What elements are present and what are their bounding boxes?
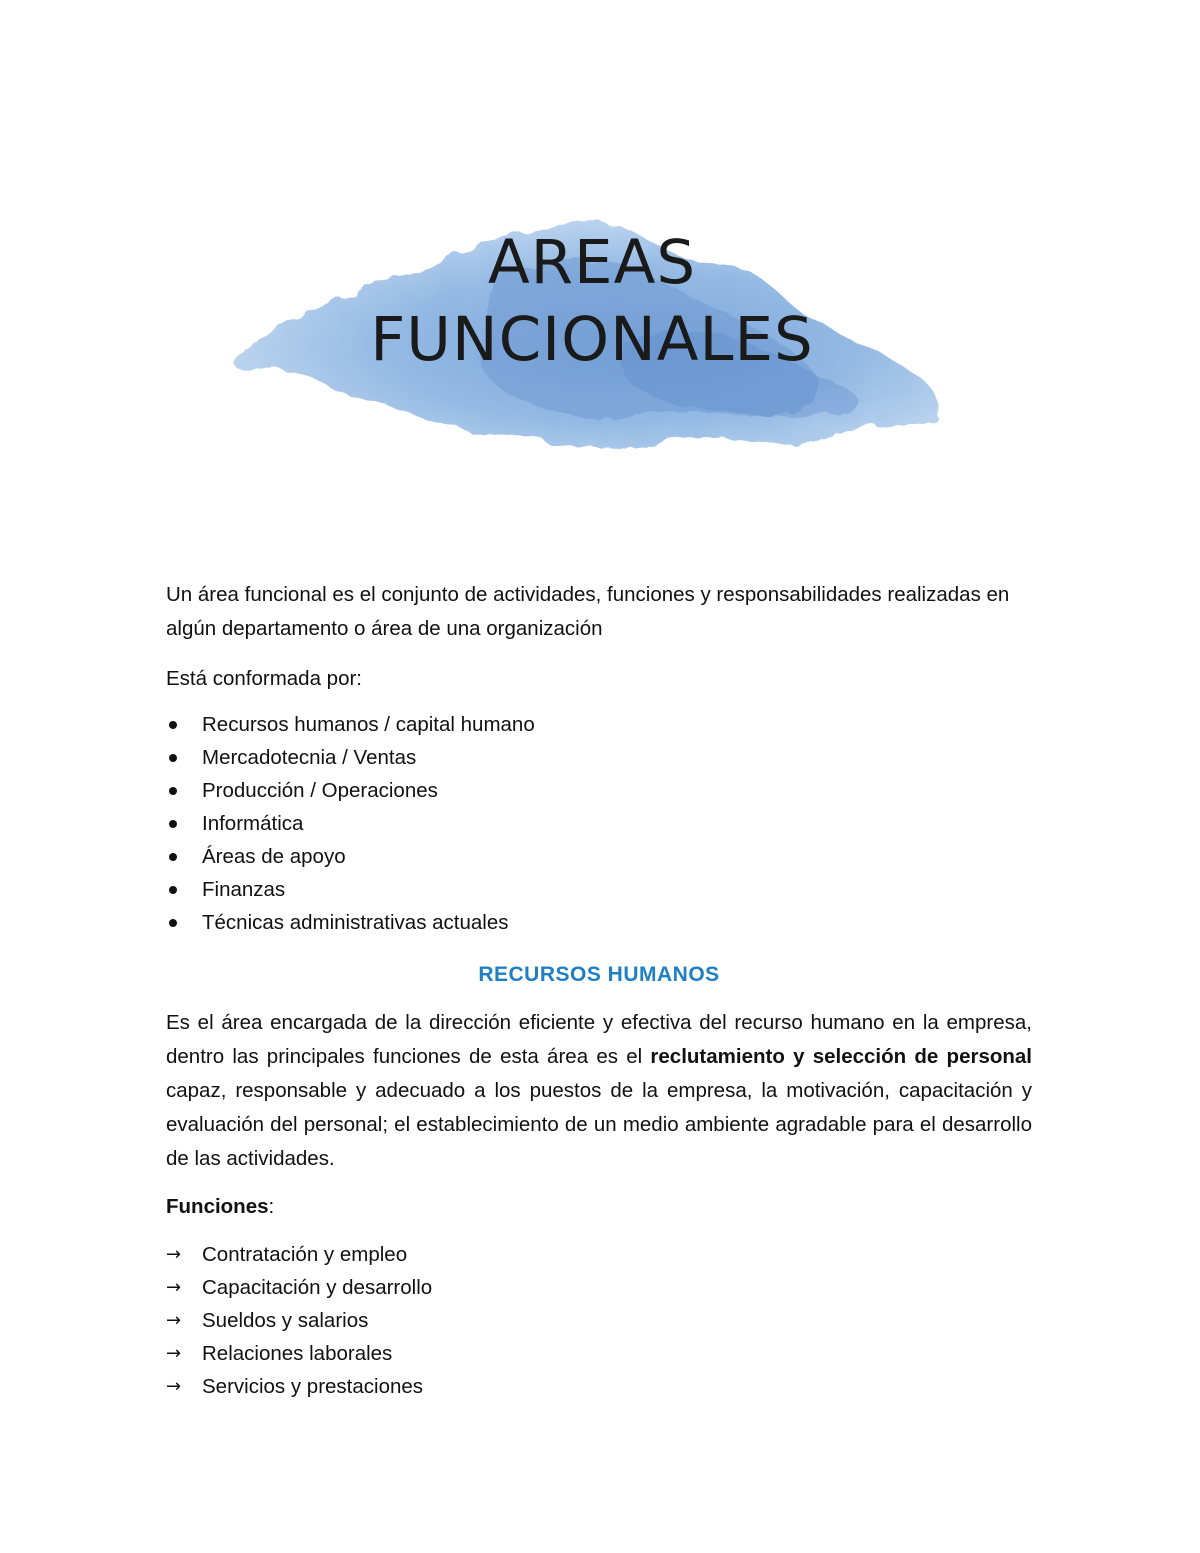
list-item-label: Áreas de apoyo xyxy=(202,845,346,868)
composition-list xyxy=(166,708,535,939)
funciones-label xyxy=(166,1190,274,1224)
list-item-label: Sueldos y salarios xyxy=(202,1309,369,1332)
list-item-label: Finanzas xyxy=(202,878,286,901)
list-item-label: Relaciones laborales xyxy=(202,1342,393,1365)
list-item xyxy=(166,741,535,774)
arrow-right-icon: → xyxy=(166,1310,182,1331)
section-heading-recursos-humanos: RECURSOS HUMANOS xyxy=(478,963,720,986)
paragraph-text-part-2: capaz, responsable y adecuado a los puestos de la empresa, la motivación, capacitación y evaluación del personal; el establecimiento de un medio ambiente agradable para el desarrollo de las actividades. xyxy=(166,1079,1032,1170)
list-item xyxy=(166,1238,432,1271)
list-item xyxy=(166,1370,432,1403)
list-item-label: Mercadotecnia / Ventas xyxy=(202,746,417,769)
arrow-right-icon: → xyxy=(166,1343,182,1364)
list-item-label: Contratación y empleo xyxy=(202,1243,408,1266)
bullet-icon xyxy=(169,919,177,927)
bullet-icon xyxy=(169,787,177,795)
funciones-label-colon: : xyxy=(268,1195,275,1218)
paragraph-text-part-1: Es el área encargada de la dirección eficiente y efectiva del recurso humano en la empresa, dentro las principales funciones de esta área es el xyxy=(166,1011,1032,1068)
list-item-label: Producción / Operaciones xyxy=(202,779,438,802)
arrow-right-icon: → xyxy=(166,1244,182,1265)
list-item xyxy=(166,873,535,906)
bullet-icon xyxy=(169,820,177,828)
title-line-1: AREAS xyxy=(487,227,697,298)
list-item-label: Técnicas administrativas actuales xyxy=(202,911,509,934)
title-line-2: FUNCIONALES xyxy=(370,304,814,375)
list-item-label: Recursos humanos / capital humano xyxy=(202,713,535,736)
list-item xyxy=(166,1304,432,1337)
paragraph-bold-text: reclutamiento y selección de personal xyxy=(650,1045,1033,1068)
list-item-label: Informática xyxy=(202,812,304,835)
funciones-label-text: Funciones xyxy=(166,1195,269,1218)
list-item-label: Capacitación y desarrollo xyxy=(202,1276,433,1299)
list-item xyxy=(166,840,535,873)
arrow-right-icon: → xyxy=(166,1277,182,1298)
recursos-humanos-paragraph xyxy=(166,1006,1032,1176)
page-title xyxy=(232,224,952,378)
list-item xyxy=(166,1271,432,1304)
intro-text: Un área funcional es el conjunto de actividades, funciones y responsabilidades realizadas en algún departamento o área de una organización xyxy=(166,583,1010,640)
list-item xyxy=(166,774,535,807)
list-item xyxy=(166,906,535,939)
bullet-icon xyxy=(169,721,177,729)
list-item xyxy=(166,1337,432,1370)
bullet-icon xyxy=(169,754,177,762)
funciones-list xyxy=(166,1238,432,1403)
list-item-label: Servicios y prestaciones xyxy=(202,1375,424,1398)
bullet-icon xyxy=(169,853,177,861)
composition-label: Está conformada por: xyxy=(166,667,362,690)
list-item xyxy=(166,807,535,840)
arrow-right-icon: → xyxy=(166,1376,182,1397)
list-item xyxy=(166,708,535,741)
intro-paragraph xyxy=(166,578,1032,646)
bullet-icon xyxy=(169,886,177,894)
